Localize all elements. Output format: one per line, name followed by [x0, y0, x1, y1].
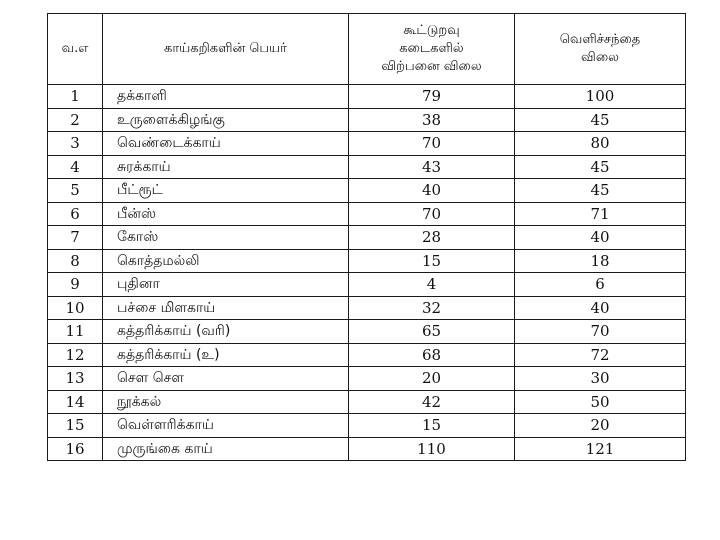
row-open-market-price: 45: [515, 155, 686, 179]
row-cooperative-price: 20: [349, 367, 515, 391]
table-row: [48, 155, 686, 179]
table-row: [48, 226, 686, 250]
table-row: [48, 85, 686, 109]
header-open-market-price: வெளிச்சந்தை விலை: [515, 14, 686, 85]
row-vegetable-name: சௌ சௌ: [103, 367, 349, 391]
row-serial: 9: [48, 273, 103, 297]
row-serial: 12: [48, 343, 103, 367]
header-vegetable-name: காய்கறிகளின் பெயர்: [103, 14, 349, 85]
row-serial: 4: [48, 155, 103, 179]
table-row: [48, 320, 686, 344]
header-cooperative-price: கூட்டுறவு கடைகளில் விற்பனை விலை: [349, 14, 515, 85]
row-open-market-price: 30: [515, 367, 686, 391]
row-cooperative-price: 32: [349, 296, 515, 320]
row-vegetable-name: பீன்ஸ்: [103, 202, 349, 226]
row-serial: 14: [48, 390, 103, 414]
row-open-market-price: 50: [515, 390, 686, 414]
table-row: [48, 390, 686, 414]
row-serial: 11: [48, 320, 103, 344]
table-row: [48, 202, 686, 226]
row-open-market-price: 45: [515, 108, 686, 132]
row-open-market-price: 100: [515, 85, 686, 109]
row-cooperative-price: 70: [349, 132, 515, 156]
row-open-market-price: 80: [515, 132, 686, 156]
header-row: [48, 14, 686, 85]
row-vegetable-name: சுரக்காய்: [103, 155, 349, 179]
row-open-market-price: 45: [515, 179, 686, 203]
row-vegetable-name: வெள்ளரிக்காய்: [103, 414, 349, 438]
table-row: [48, 343, 686, 367]
row-vegetable-name: முருங்கை காய்: [103, 437, 349, 461]
row-vegetable-name: புதினா: [103, 273, 349, 297]
row-vegetable-name: பச்சை மிளகாய்: [103, 296, 349, 320]
row-serial: 1: [48, 85, 103, 109]
row-open-market-price: 40: [515, 296, 686, 320]
row-vegetable-name: கோஸ்: [103, 226, 349, 250]
row-vegetable-name: கத்தரிக்காய் (உ): [103, 343, 349, 367]
table-row: [48, 179, 686, 203]
row-serial: 6: [48, 202, 103, 226]
row-cooperative-price: 43: [349, 155, 515, 179]
row-open-market-price: 70: [515, 320, 686, 344]
table-row: [48, 273, 686, 297]
row-serial: 3: [48, 132, 103, 156]
table-row: [48, 414, 686, 438]
table-row: [48, 249, 686, 273]
row-vegetable-name: கொத்தமல்லி: [103, 249, 349, 273]
row-cooperative-price: 15: [349, 414, 515, 438]
row-open-market-price: 71: [515, 202, 686, 226]
row-vegetable-name: கத்தரிக்காய் (வரி): [103, 320, 349, 344]
row-serial: 5: [48, 179, 103, 203]
row-cooperative-price: 68: [349, 343, 515, 367]
row-cooperative-price: 28: [349, 226, 515, 250]
row-open-market-price: 18: [515, 249, 686, 273]
table-row: [48, 437, 686, 461]
row-serial: 13: [48, 367, 103, 391]
table-row: [48, 367, 686, 391]
table-row: [48, 132, 686, 156]
row-open-market-price: 72: [515, 343, 686, 367]
row-cooperative-price: 79: [349, 85, 515, 109]
row-cooperative-price: 70: [349, 202, 515, 226]
row-open-market-price: 20: [515, 414, 686, 438]
row-open-market-price: 6: [515, 273, 686, 297]
row-cooperative-price: 38: [349, 108, 515, 132]
row-cooperative-price: 4: [349, 273, 515, 297]
header-serial: வ.எ: [48, 14, 103, 85]
table-body: [48, 85, 686, 461]
row-serial: 2: [48, 108, 103, 132]
row-cooperative-price: 110: [349, 437, 515, 461]
row-vegetable-name: பீட்ரூட்: [103, 179, 349, 203]
table-row: [48, 296, 686, 320]
row-serial: 10: [48, 296, 103, 320]
row-vegetable-name: நூக்கல்: [103, 390, 349, 414]
vegetable-price-table: [47, 13, 686, 461]
table-row: [48, 108, 686, 132]
row-cooperative-price: 42: [349, 390, 515, 414]
row-vegetable-name: தக்காளி: [103, 85, 349, 109]
row-cooperative-price: 40: [349, 179, 515, 203]
row-vegetable-name: வெண்டைக்காய்: [103, 132, 349, 156]
row-serial: 8: [48, 249, 103, 273]
row-serial: 16: [48, 437, 103, 461]
row-vegetable-name: உருளைக்கிழங்கு: [103, 108, 349, 132]
row-cooperative-price: 15: [349, 249, 515, 273]
row-serial: 15: [48, 414, 103, 438]
row-open-market-price: 40: [515, 226, 686, 250]
row-open-market-price: 121: [515, 437, 686, 461]
row-cooperative-price: 65: [349, 320, 515, 344]
row-serial: 7: [48, 226, 103, 250]
